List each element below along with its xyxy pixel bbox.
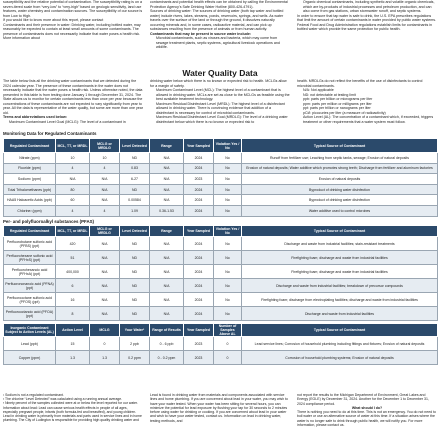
wq-heading: Terms and abbreviations used below:: [3, 115, 68, 120]
table-cell: Perfluorohexanoic acid (PFHxA) (ppt): [4, 265, 56, 279]
table-body: [4, 324, 438, 365]
lead-info-paragraph: Lead is found in drinking water from materials and components associated with service lines and home plumbing. If you are concerned about lead in your water, you may wish to have your water tested. When your water has been sitting for several hours, you can minimize the potential for lead exposure by flushing your tap for 30 seconds to 2 minutes before using water for drinking or cooking. If you are concerned about lead in your water and wish to have your water tested, contact us. Information on lead in drinking water, testing methods, and: [150, 393, 288, 423]
definition-item: • pCi/l: picocuries per liter (a measure of radioactivity): [303, 111, 437, 116]
table-cell: 60: [56, 195, 90, 206]
table-cell: 1.3: [90, 351, 120, 365]
table-cell: 2024: [184, 279, 214, 293]
column-header: Year Sampled: [184, 226, 214, 237]
table-cell: N/A: [90, 237, 120, 251]
table-cell: 0 - 0.2 ppm: [150, 351, 184, 365]
table-cell: N/A: [150, 153, 184, 164]
column-header: Violation Yes / No: [214, 139, 242, 153]
intro-paragraph: In order to ensure that tap water is safe to drink, the U.S. EPA prescribes regulations that limit the amount of certain contaminants in water provided by public water systems. Federal Food and Drug Administration regulations establish limits for contaminants in bottled water which provide the same protection for public health.: [297, 13, 437, 32]
table-cell: N/A: [90, 279, 120, 293]
table-cell: N/A: [150, 293, 184, 307]
intro-paragraph: contaminants and potential health effects can be obtained by calling the Environmental Protection Agency’s Safe Drinking Water Hotline (800-426-4791).: [150, 0, 288, 9]
table-cell: N/A: [150, 265, 184, 279]
footer-column-3: [297, 393, 437, 440]
footnote: ² The chlorine “Level Detected” was calculated using a running annual average.: [3, 397, 123, 402]
contaminant-list: [150, 36, 290, 50]
table-cell: 2024: [184, 265, 214, 279]
table-cell: 6: [56, 279, 90, 293]
table-cell: Lead service lines; Corrosion of household plumbing including fittings and fixtures; Erosion of natural deposits: [242, 337, 438, 351]
table-cell: 4: [90, 205, 120, 216]
table-cell: Perfluorooctanoic acid (PFOA) (ppt): [4, 307, 56, 321]
table-cell: HAA5 Haloacetic Acids (ppb): [4, 195, 56, 206]
column-header: Typical Source of Contaminant: [242, 139, 438, 153]
table-cell: 2024: [184, 205, 214, 216]
table-header-row: [4, 139, 438, 153]
table-cell: ND: [120, 251, 150, 265]
table-cell: 0: [90, 337, 120, 351]
table-cell: 2024: [184, 237, 214, 251]
table-cell: 0 - 6 ppb: [150, 337, 184, 351]
column-header: Violation Yes / No: [214, 226, 242, 237]
footnote: ¹ Sodium is not a regulated contaminant.: [3, 393, 64, 397]
table-cell: Corrosion of household plumbing systems; Erosion of natural deposits: [242, 351, 438, 365]
definition-item: • Maximum Residual Disinfectant Level Goal (MRDLG): The level of a drinking water disinfectant below which there is no known or expected risk to: [156, 115, 290, 124]
footer-heading: What should I do?: [351, 405, 383, 410]
column-header: Regulated Contaminant: [4, 226, 56, 237]
table-row: [4, 351, 438, 365]
table-row: [4, 153, 438, 164]
table-cell: 2024: [184, 293, 214, 307]
table-cell: Runoff from fertilizer use; Leaching from septic tanks, sewage; Erosion of natural deposits: [242, 153, 438, 164]
table-cell: Byproduct of drinking water disinfection: [242, 195, 438, 206]
list-item: • Microbial contaminants, such as viruses and bacteria, which may come from sewage treatment plants, septic systems, agricultural livestock operations and wildlife.: [156, 36, 290, 50]
table-cell: Lead (ppb): [4, 337, 56, 351]
table-cell: N/A: [90, 251, 120, 265]
table-cell: ND: [120, 153, 150, 164]
table-row: [4, 174, 438, 185]
wq-column-3: [297, 79, 437, 129]
column-header: Range: [150, 226, 184, 237]
table-cell: No: [214, 184, 242, 195]
table-cell: N/A: [90, 195, 120, 206]
column-header: MCLG: [90, 324, 120, 337]
table-cell: 400,000: [56, 265, 90, 279]
table-row: [4, 163, 438, 174]
wq-column-2: [150, 79, 290, 129]
table-cell: 2024: [184, 307, 214, 321]
table-cell: N/A: [150, 184, 184, 195]
column-header: Inorganic Contaminant Subject to Action Levels (AL): [4, 324, 56, 337]
table-cell: N/A: [90, 307, 120, 321]
footnotes-column: [3, 393, 143, 440]
table-cell: No: [214, 251, 242, 265]
table-cell: 10: [56, 153, 90, 164]
table-cell: N/A: [150, 307, 184, 321]
table-cell: No: [214, 279, 242, 293]
table-cell: No: [214, 265, 242, 279]
table-cell: 2024: [184, 195, 214, 206]
definition-item: • ND: not detectable at testing limit: [303, 93, 437, 98]
table-cell: 0.36-1.53: [150, 205, 184, 216]
table-cell: 2 ppb: [120, 337, 150, 351]
table-cell: 1.3: [56, 351, 90, 365]
table-cell: N/A: [150, 251, 184, 265]
table-cell: Discharge and waste from industrial facilities; breakdown of precursor compounds: [242, 279, 438, 293]
table-row: [4, 195, 438, 206]
definition-item: • Maximum Contaminant Level Goal (MCLG): The level of a contaminant in: [9, 120, 143, 125]
table-cell: N/A: [150, 163, 184, 174]
pfas-table: [3, 225, 438, 321]
column-header: Action Level: [56, 324, 90, 337]
table-cell: 2023: [184, 351, 214, 365]
wq-paragraph: The table below lists all the drinking water contaminants that we detected during the 2024 calendar year. The presence of these contaminants in the water does not necessarily indicate that the water poses a health risk. Unless otherwise noted, the data presented in this table is from testing done January 1 through December 31, 2024. The State allows us to monitor for certain contaminants less than once per year because the concentrations of these contaminants are not expected to vary significantly from year to year. All the data is representative of the water quality, but some are more than one year old.: [3, 79, 143, 115]
footnote: ³ Ninety percent of the samples collected were at or below the level reported for our water.: [3, 401, 138, 406]
table-cell: 0: [214, 351, 242, 365]
column-header: MCL, TT, or MRDL: [56, 226, 90, 237]
table-header-row: [4, 324, 438, 337]
intro-column-2: [150, 0, 290, 68]
definition-item: • ppt: parts per trillion or nanograms per liter: [303, 106, 437, 111]
section-title: Water Quality Data: [182, 68, 258, 78]
intro-column-3: [297, 0, 437, 68]
table-cell: Chlorine² (ppm): [4, 205, 56, 216]
table-cell: 2024: [184, 163, 214, 174]
table-cell: 80: [56, 184, 90, 195]
definition-list: [150, 88, 290, 124]
column-header: Your Water³: [120, 324, 150, 337]
column-header: Range of Results: [150, 324, 184, 337]
table-cell: 420: [56, 237, 90, 251]
regulated-contaminants-table: [3, 138, 438, 217]
wq-paragraph: health. MRDLGs do not reflect the benefits of the use of disinfectants to control microbial contaminants.: [297, 79, 423, 88]
wq-column-1: [3, 79, 143, 129]
table-cell: 2024: [184, 184, 214, 195]
table-cell: ND: [120, 265, 150, 279]
column-header: Typical Source of Contaminant: [242, 226, 438, 237]
footer-column-2: [150, 393, 290, 440]
table-cell: 15: [56, 337, 90, 351]
intro-paragraph: Contaminants and their presence in water: Drinking water, including bottled water, may reasonably be expected to contain at least small amounts of some contaminants. The presence of contaminants does not necessarily indicate that water poses a health risk. More information about: [3, 22, 141, 41]
table-cell: 4: [56, 205, 90, 216]
table-cell: 0.00584: [120, 195, 150, 206]
table-cell: 8: [56, 307, 90, 321]
intro-paragraph: susceptibility and the relative potential of contamination. The susceptibility rating is on a seven-tiered scale from “very-low” to “very-high” based on geologic sensitivity, land use features, water chemistry and contamination sources. The susceptibility of our source is from Low to High.: [3, 0, 143, 18]
lead-info-paragraph: Information about lead: Lead can cause serious health effects in people of all ages, especially pregnant people, infants (both formula-fed and breastfed), and young children. Lead in drinking water is primarily from materials and parts used in service lines and in home plumbing. The City of Ludington is responsible for providing high quality drinking water and: [3, 405, 142, 423]
table-row: [4, 251, 438, 265]
table-row: [4, 265, 438, 279]
table-cell: Perfluorobutane sulfonic acid (PFBS) (ppt): [4, 237, 56, 251]
table-cell: No: [214, 237, 242, 251]
table-cell: N/A: [90, 174, 120, 185]
column-header: Typical Source of Contaminant: [242, 324, 438, 337]
definition-item: • Maximum Residual Disinfectant Level (MRDL): The highest level of a disinfectant allowed in drinking water. There is convincing evidence that addition of a disinfectant is necessary for control of microbial contaminants.: [156, 102, 290, 116]
table-cell: Discharge and waste from industrial facilities; stain-resistant treatments: [242, 237, 438, 251]
table-row: [4, 293, 438, 307]
intro-paragraph: Sources of drinking water: The sources of drinking water (both tap water and bottled water) include rivers, lakes, streams, ponds, reservoirs, springs, and wells. As water travels over the surface of the land or through the ground, it dissolves naturally occurring minerals and, in some cases, radioactive material, and can pick up substances resulting from the presence of animals or from human activity.: [150, 9, 284, 32]
footer-section: [3, 393, 437, 440]
intro-column-1: [3, 0, 143, 68]
list-item: • Organic chemical contaminants, including synthetic and volatile organic chemicals, which are by-products of industrial processes and petroleum production, and can also come from gas stations, urban stormwater runoff, and septic systems.: [303, 0, 437, 14]
intro-heading: Contaminants that may be present in source water include:: [150, 31, 252, 36]
table-cell: N/A: [150, 195, 184, 206]
table-row: [4, 279, 438, 293]
table-cell: Byproduct of drinking water disinfection: [242, 184, 438, 195]
table-cell: ND: [120, 279, 150, 293]
table-cell: N/A: [90, 184, 120, 195]
table-cell: N/A: [56, 174, 90, 185]
definition-item: • Action Level (AL): The concentration of a contaminant which, if exceeded, triggers treatment or other requirements that a water system must follow.: [303, 115, 437, 124]
table-cell: 2023: [184, 337, 214, 351]
table-cell: 2024: [184, 153, 214, 164]
table-cell: No: [214, 163, 242, 174]
table-row: [4, 337, 438, 351]
definition-item: • ppm: parts per million or milligrams per liter: [303, 102, 437, 107]
table-cell: 4: [90, 163, 120, 174]
column-header: MCL, TT, or MRDL: [56, 139, 90, 153]
column-header: MCLG or MRDLG: [90, 139, 120, 153]
table-cell: 0: [214, 337, 242, 351]
table-cell: 16: [56, 293, 90, 307]
table-row: [4, 237, 438, 251]
table-cell: 2023: [184, 174, 214, 185]
table-cell: 4: [56, 163, 90, 174]
table-cell: N/A: [90, 265, 120, 279]
table-cell: Nitrate (ppm): [4, 153, 56, 164]
table-cell: Copper (ppm): [4, 351, 56, 365]
table-cell: Perfluorooctane sulfonic acid (PFOS) (ppt): [4, 293, 56, 307]
table-cell: 10: [90, 153, 120, 164]
table-body: [4, 153, 438, 217]
table-cell: 2024: [184, 251, 214, 265]
column-header: MCLG or MRDLG: [90, 226, 120, 237]
column-header: Level Detected: [120, 139, 150, 153]
table-cell: No: [214, 153, 242, 164]
table-cell: N/A: [150, 174, 184, 185]
table-cell: Perfluorohexane sulfonic acid (PFHxS) (ppt): [4, 251, 56, 265]
table-body: [4, 226, 438, 321]
intro-section: [3, 0, 437, 68]
table-cell: Discharge and waste from industrial facilities: [242, 307, 438, 321]
table-cell: ND: [120, 307, 150, 321]
table-cell: Erosion of natural deposits; Water additive which promotes strong teeth; Discharge from fertilizer and aluminum factories: [242, 163, 438, 174]
table-row: [4, 205, 438, 216]
footer-paragraph: not report the results to the Michigan Department of Environment, Great Lakes and Energy (EGLE) by December 31, 2024. Another for the December 1 to December 31, 2024 compliance period.: [297, 393, 429, 406]
table-cell: N/A: [150, 237, 184, 251]
table-cell: 0.2 ppm: [120, 351, 150, 365]
table-cell: Firefighting foam; discharge from electroplating facilities; discharge and waste from industrial facilities: [242, 293, 438, 307]
table-cell: Fluoride (ppm): [4, 163, 56, 174]
table-cell: Perfluorononanoic acid (PFNA) (ppt): [4, 279, 56, 293]
table-cell: N/A: [150, 279, 184, 293]
lead-copper-table: [3, 323, 438, 365]
table-row: [4, 307, 438, 321]
table-cell: Total Trihalomethanes (ppb): [4, 184, 56, 195]
table-cell: 0.83: [120, 163, 150, 174]
column-header: Range: [150, 139, 184, 153]
regulated-table-title: Monitoring Data for Regulated Contaminants: [3, 131, 97, 136]
pfas-table-title: Per- and polyfluoroalkyl substances (PFAS): [3, 219, 95, 224]
definition-item: • Maximum Contaminant Level (MCL): The highest level of a contaminant that is allowed in drinking water. MCLs are set as close to the MCLGs as feasible using the best available treatment technology.: [156, 88, 290, 102]
table-cell: Sodium¹ (ppm): [4, 174, 56, 185]
table-cell: 6-27: [120, 174, 150, 185]
column-header: Year Sampled: [184, 324, 214, 337]
column-header: Number of Samples Above AL: [214, 324, 242, 337]
definition-item: • N/A: Not applicable: [303, 88, 437, 93]
table-cell: ND: [120, 237, 150, 251]
definition-item: • ppb: parts per billion or micrograms per liter: [303, 97, 437, 102]
table-cell: 51: [56, 251, 90, 265]
table-cell: Erosion of natural deposits: [242, 174, 438, 185]
table-cell: ND: [120, 293, 150, 307]
intro-paragraph: If you would like to know more about this report, please contact: [3, 18, 104, 23]
column-header: Regulated Contaminant: [4, 139, 56, 153]
table-cell: No: [214, 174, 242, 185]
table-cell: Firefighting foam; discharge and waste from industrial facilities: [242, 251, 438, 265]
column-header: Level Detected: [120, 226, 150, 237]
wq-paragraph: drinking water below which there is no known or expected risk to health. MCLGs allow for a margin of safety.: [150, 79, 287, 88]
table-cell: ND: [120, 184, 150, 195]
table-cell: No: [214, 307, 242, 321]
contaminant-list: [297, 0, 437, 14]
table-cell: Water additive used to control microbes: [242, 205, 438, 216]
table-cell: 1.09: [120, 205, 150, 216]
table-header-row: [4, 226, 438, 237]
definition-list: [297, 88, 437, 124]
table-cell: No: [214, 293, 242, 307]
table-cell: Firefighting foam; discharge and waste from industrial facilities: [242, 265, 438, 279]
table-row: [4, 184, 438, 195]
definition-list: [3, 120, 143, 125]
footer-paragraph: There is nothing you need to do at this time. This is not an emergency. You do not need to boil water or use an alternative source of water at this time. If a situation arises where the water is no longer safe to drink through public health, we will notify you. For more information, please contact us.: [297, 410, 436, 428]
table-cell: No: [214, 205, 242, 216]
water-quality-intro: [3, 79, 437, 129]
table-cell: N/A: [90, 293, 120, 307]
table-cell: No: [214, 195, 242, 206]
column-header: Year Sampled: [184, 139, 214, 153]
